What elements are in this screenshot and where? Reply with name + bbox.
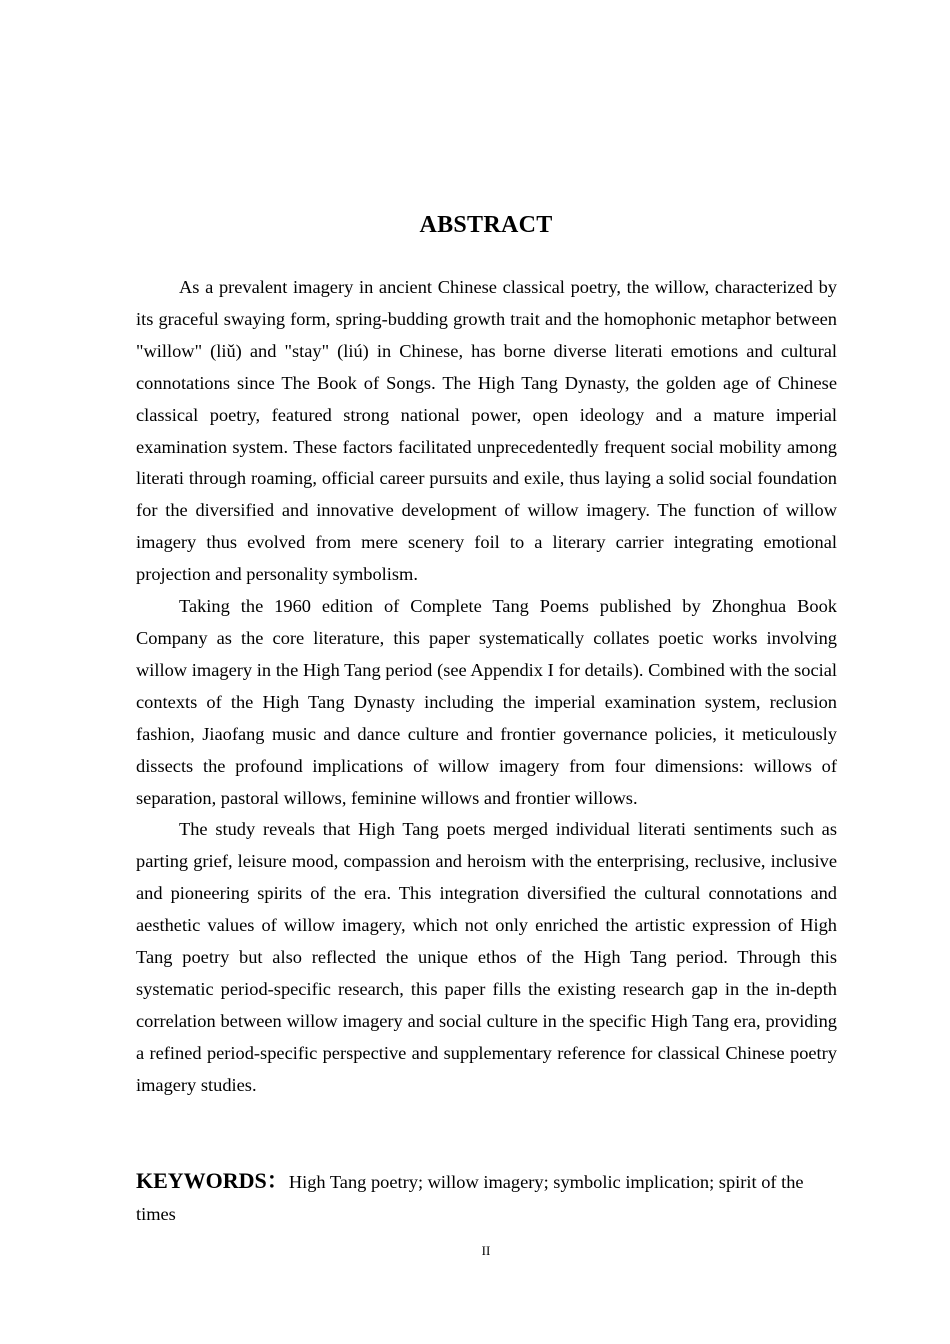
page-title: ABSTRACT (419, 212, 553, 238)
keywords-section (136, 1165, 837, 1230)
abstract-body (136, 272, 837, 1102)
abstract-paragraph-3: The study reveals that High Tang poets merged individual literati sentiments such as parting grief, leisure mood, compassion and heroism with the enterprising, reclusive, inclusive and pioneering spirits of the era. This integration diversified the cultural connotations and aesthetic values of willow imagery, which not only enriched the artistic expression of High Tang poetry but also reflected the unique ethos of the High Tang period. Through this systematic period-specific research, this paper fills the existing research gap in the in-depth correlation between willow imagery and social culture in the specific High Tang era, providing a refined period-specific perspective and supplementary reference for classical Chinese poetry imagery studies. (136, 819, 837, 1095)
abstract-paragraph-1: As a prevalent imagery in ancient Chinese classical poetry, the willow, characterized by its graceful swaying form, spring-budding growth trait and the homophonic metaphor between "willow" (liǔ) and "stay" (liú) in Chinese, has borne diverse literati emotions and cultural connotations since The Book of Songs. The High Tang Dynasty, the golden age of Chinese classical poetry, featured strong national power, open ideology and a mature imperial examination system. These factors facilitated unprecedentedly frequent social mobility among literati through roaming, official career pursuits and exile, thus laying a solid social foundation for the diversified and innovative development of willow imagery. The function of willow imagery thus evolved from mere scenery foil to a literary carrier integrating emotional projection and personality symbolism. (136, 277, 837, 585)
keywords-text: High Tang poetry; willow imagery; symbolic implication; spirit of the times (136, 1172, 804, 1224)
abstract-paragraph-2: Taking the 1960 edition of Complete Tang Poems published by Zhonghua Book Company as the core literature, this paper systematically collates poetic works involving willow imagery in the High Tang period (see Appendix I for details). Combined with the social contexts of the High Tang Dynasty including the imperial examination system, reclusion fashion, Jiaofang music and dance culture and frontier governance policies, it meticulously dissects the profound implications of willow imagery from four dimensions: willows of separation, pastoral willows, feminine willows and frontier willows. (136, 596, 837, 808)
keywords-label: KEYWORDS： (136, 1168, 289, 1193)
page-number: II (481, 1243, 491, 1258)
